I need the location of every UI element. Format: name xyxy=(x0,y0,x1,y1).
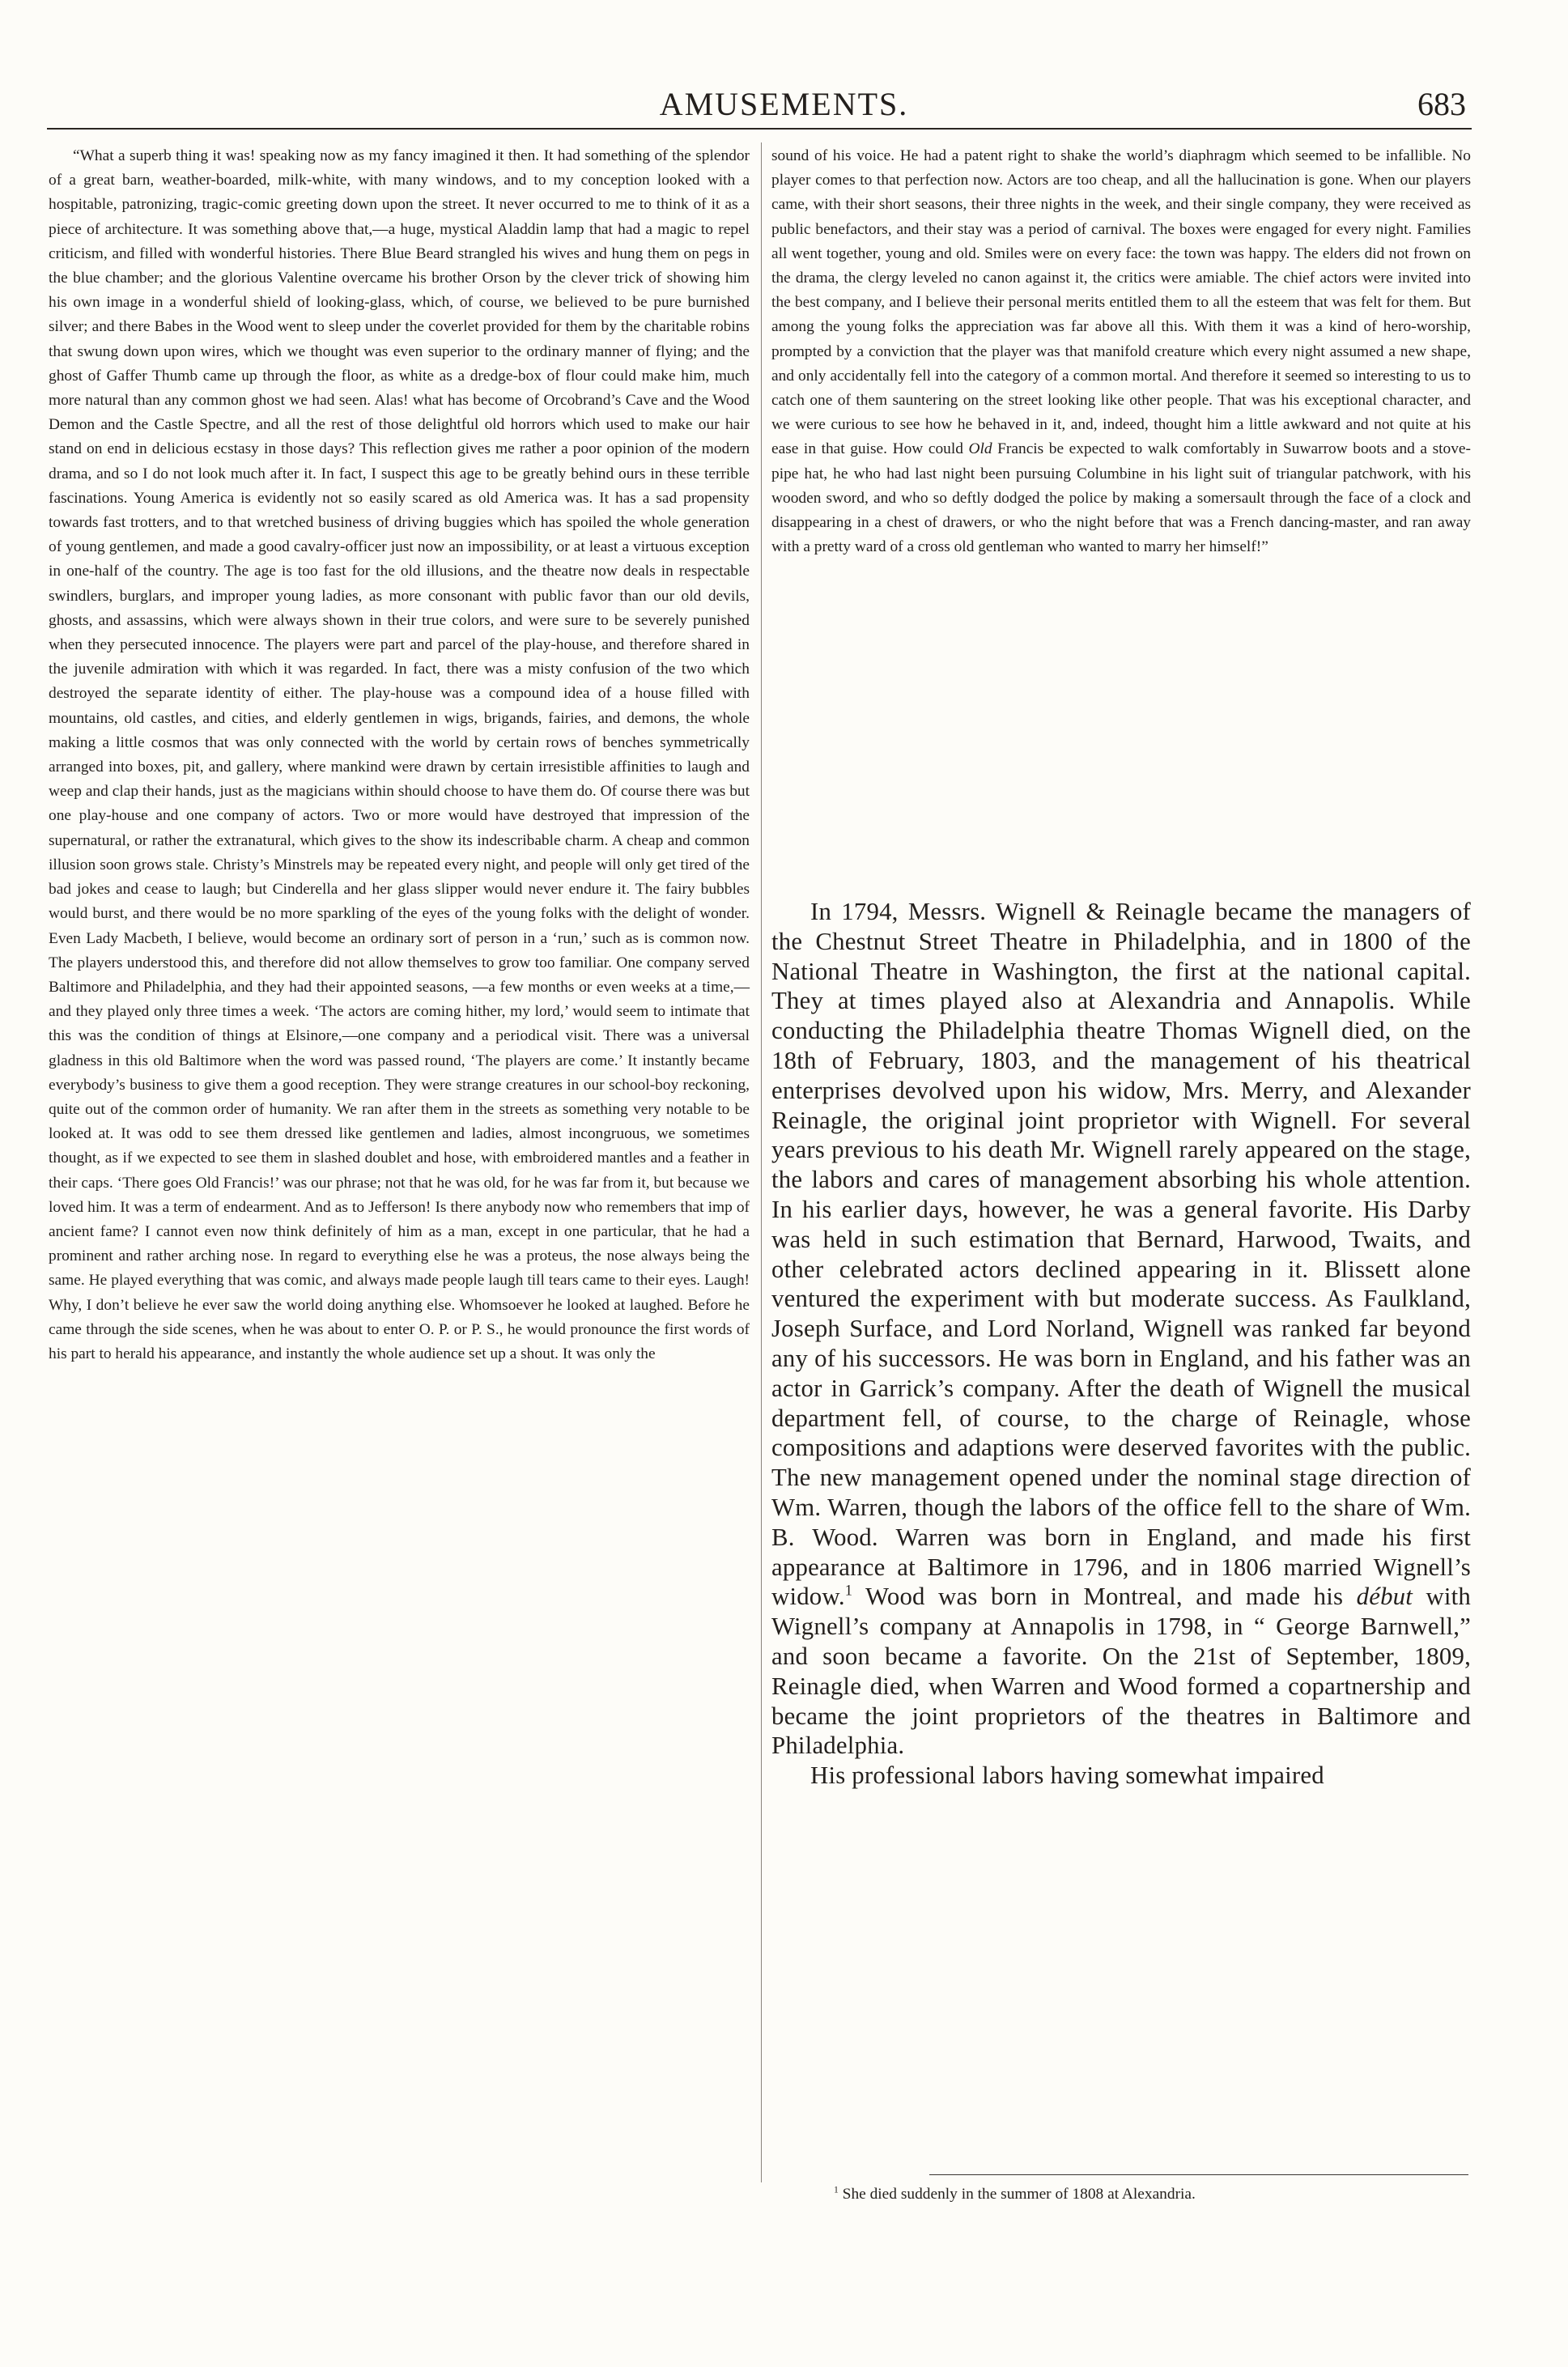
right-column-quote xyxy=(771,144,1471,559)
right-column-main xyxy=(771,897,1471,1791)
footnote-marker: 1 xyxy=(834,2184,839,2195)
footnote xyxy=(834,2184,1473,2205)
running-title: AMUSEMENTS. xyxy=(659,86,909,122)
quote-paragraph: “What a superb thing it was! speaking now as my fancy imagined it then. It had something of the splendor of a great barn, weather-boarded, milk-white, with many windows, and to my conception looked with a hospitable, patronizing, tragic-comic greeting down upon the street. It never occurred to me to think of it as a piece of architecture. It was something above that,—a huge, mystical Aladdin lamp that had a magic to repel criticism, and filled with wonderful histories. There Blue Beard strangled his wives and hung them on pegs in the blue chamber; and the glorious Valentine overcame his brother Orson by the clever trick of showing him his own image in a wonderful shield of looking-glass, which, of course, we believed to be pure burnished silver; and there Babes in the Wood went to sleep under the coverlet provided for them by the charitable robins that swung down upon wires, which we thought was even superior to the ordinary manner of flying; and the ghost of Gaffer Thumb came up through the floor, as white as a dredge-box of flour could make him, much more natural than any common ghost we had seen. Alas! what has become of Orcobrand’s Cave and the Wood Demon and the Castle Spectre, and all the rest of those delightful old horrors which used to make our hair stand on end in delicious ecstasy in those days? This reflection gives me rather a poor opinion of the modern drama, and so I do not look much after it. In fact, I suspect this age to be greatly behind ours in these terrible fascinations. Young America is evidently not so easily scared as old America was. It has a sad propensity towards fast trotters, and to that wretched business of driving buggies which has spoiled the whole generation of young gentlemen, and made a good cavalry-officer just now an impossibility, or at least a virtuous exception in one-half of the country. The age is too fast for the old illusions, and the theatre now deals in respectable swindlers, burglars, and improper young ladies, as more consonant with public favor than our old devils, ghosts, and assassins, which were always shown in their true colors, and were sure to be severely punished when they persecuted innocence. The players were part and parcel of the play-house, and therefore shared in the juvenile admiration with which it was regarded. In fact, there was a misty confusion of the two which destroyed the separate identity of either. The play-house was a compound idea of a house filled with mountains, old castles, and cities, and elderly gentlemen in wigs, brigands, fairies, and demons, the whole making a little cosmos that was only connected with the world by certain rows of benches symmetrically arranged into boxes, pit, and gallery, where mankind were drawn by certain irresistible affinities to laugh and weep and clap their hands, just as the magicians within should choose to have them do. Of course there was but one play-house and one company of actors. Two or more would have destroyed that impression of the supernatural, or rather the extranatural, which gives to the show its indescribable charm. A cheap and common illusion soon grows stale. Christy’s Minstrels may be repeated every night, and people will only get tired of the bad jokes and cease to laugh; but Cinderella and her glass slipper would never endure it. The fairy bubbles would burst, and there would be no more sparkling of the eyes of the young folks with the delight of wonder. Even Lady Macbeth, I believe, would become an ordinary sort of person in a ‘run,’ such as is common now. The players understood this, and therefore did not allow themselves to grow too familiar. One company served Baltimore and Philadelphia, and they had their appointed seasons, —a few months or even weeks at a time,—and they played only three times a week. ‘The actors are coming hither, my lord,’ would seem to intimate that this was the condition of things at Elsinore,—one company and a periodical visit. There was a universal gladness in this old Baltimore when the word was passed round, ‘The players are come.’ It instantly became everybody’s business to give them a good reception. They were strange creatures in our school-boy reckoning, quite out of the common order of humanity. We ran after them in the streets as something very notable to be looked at. It was odd to see them dressed like gentlemen and ladies, almost incongruous, we sometimes thought, as if we expected to see them in slashed doublet and hose, with embroidered mantles and a feather in their caps. ‘There goes Old Francis!’ was our phrase; not that he was old, for he was far from it, but because we loved him. It was a term of endearment. And as to Jefferson! Is there anybody now who remembers that imp of ancient fame? I cannot even now think definitely of him as a man, except in one particular, that he had a prominent and rather arching nose. In regard to everything else he was a proteus, the nose always being the same. He played everything that was comic, and always made people laugh till tears came to their eyes. Laugh! Why, I don’t believe he ever saw the world doing anything else. Whomsoever he looked at laughed. Before he came through the side scenes, when he was about to enter O. P. or P. S., he would pronounce the first words of his part to herald his appearance, and instantly the whole audience set up a shout. It was only the xyxy=(49,147,750,1362)
quote-continuation xyxy=(771,144,1471,559)
quote-italic-old: Old xyxy=(968,440,992,458)
italic-debut: début xyxy=(1356,1583,1413,1611)
footnote-text: She died suddenly in the summer of 1808 at Alexandria. xyxy=(838,2186,1196,2203)
quote-text-1: sound of his voice. He had a patent right to shake the world’s diaphragm which seemed to be infallible. No player comes to that perfection now. Actors are too cheap, and all the hallucination is gone. When our players came, with their short seasons, their three nights in the week, and their single company, they were received as public benefactors, and their stay was a period of carnival. The boxes were engaged for every night. Families all went together, young and old. Smiles were on every face: the town was happy. The elders did not frown on the drama, the clergy leveled no canon against it, the critics were amiable. The chief actors were invited into the best company, and I believe their personal merits entitled them to all the esteem that was felt for them. But among the young folks the appreciation was far above all this. With them it was a kind of hero-worship, prompted by a conviction that the player was that manifold creature which every night assumed a new shape, and only accidentally fell into the category of a common mortal. And therefore it seemed so interesting to us to catch one of them sauntering on the street looking like other people. That was his exceptional character, and we were curious to see how he behaved in it, and, indeed, thought him a little awkward and not quite at his ease in that guise. How could xyxy=(771,147,1471,458)
paragraph-text-a: In 1794, Messrs. Wignell & Reinagle became the managers of the Chestnut Street Theatre in Philadelphia, and in 1800 of the National Theatre in Washington, the first at the national capital. They at times played also at Alexandria and Annapolis. While conducting the Philadelphia theatre Thomas Wignell died, on the 18th of February, 1803, and the management of his theatrical enterprises devolved upon his widow, Mrs. Merry, and Alexander Reinagle, the original joint proprietor with Wignell. For several years previous to his death Mr. Wignell rarely appeared on the stage, the labors and cares of management absorbing his whole attention. In his earlier days, however, he was a general favorite. His Darby was held in such estimation that Bernard, Harwood, Twaits, and other celebrated actors declined appearing in it. Blissett alone ventured the experiment with but moderate success. As Faulkland, Joseph Surface, and Lord Norland, Wignell was ranked far beyond any of his successors. He was born in England, and his father was an actor in Garrick’s company. After the death of Wignell the musical department fell, of course, to the charge of Reinagle, whose compositions and adaptions were deserved favorites with the public. The new management opened under the nominal stage direction of Wm. Warren, though the labors of the office fell to the share of Wm. B. Wood. Warren was born in England, and made his first appearance at Baltimore in 1796, and in 1806 married Wignell’s widow. xyxy=(771,898,1471,1611)
page-number: 683 xyxy=(1417,86,1466,122)
footnote-rule xyxy=(929,2174,1468,2175)
running-head xyxy=(0,84,1568,125)
paragraph-text-c: with Wignell’s company at Annapolis in 1798, in “ George Barnwell,” and soon became a favorite. On the 21st of September, 1809, Reinagle died, when Warren and Wood formed a copartnership and became the joint proprietors of the theatres in Baltimore and Philadelphia. xyxy=(771,1583,1472,1760)
header-rule xyxy=(47,128,1472,130)
quote-text-2: Francis be expected to walk comfortably in Suwarrow boots and a stove-pipe hat, he who had last night been pursuing Columbine in his light suit of triangular patchwork, with his wooden sword, and who so deftly dodged the police by making a somersault through the face of a clock and disappearing in a chest of drawers, or who the night before that was a French dancing-master, and ran away with a pretty ward of a cross old gentleman who wanted to marry her himself!” xyxy=(771,440,1471,556)
body-paragraph-2: His professional labors having somewhat impaired xyxy=(810,1761,1324,1790)
left-column xyxy=(49,144,750,1366)
footnote-reference[interactable]: 1 xyxy=(844,1583,853,1600)
column-divider xyxy=(761,142,762,2182)
paragraph-text-b: Wood was born in Montreal, and made his xyxy=(852,1583,1357,1611)
body-paragraph-1 xyxy=(771,897,1471,1761)
